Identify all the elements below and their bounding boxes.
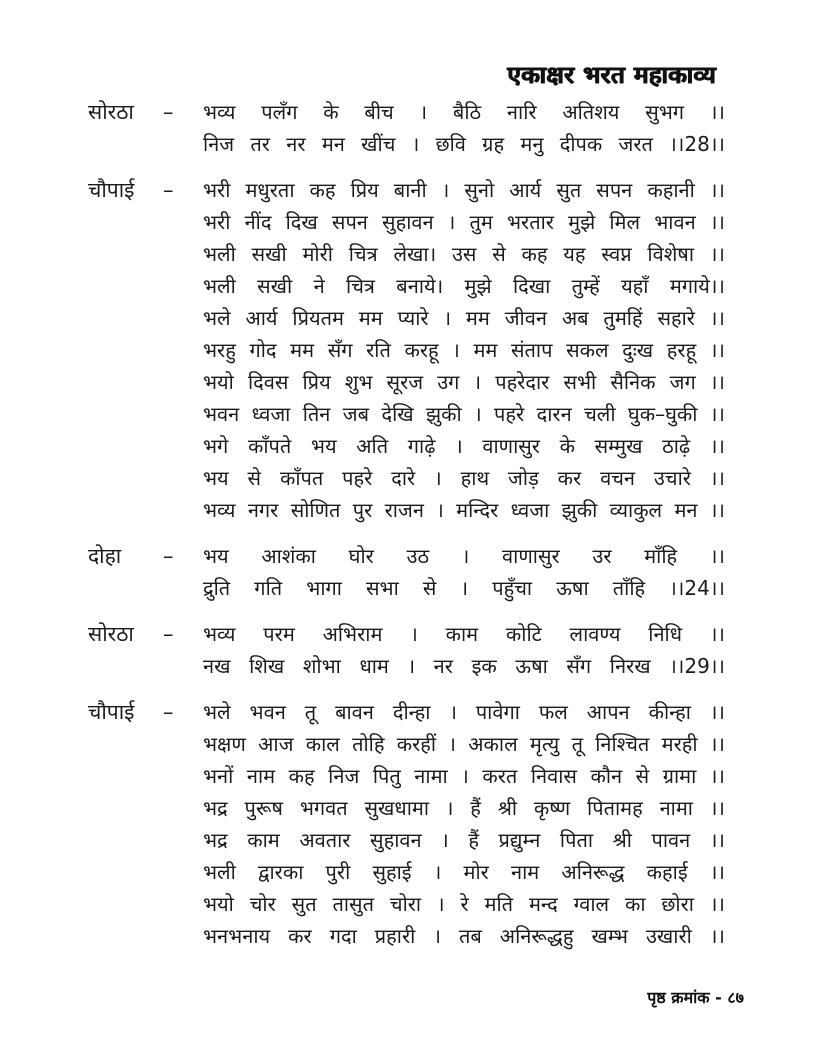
section-dash: – [163, 544, 174, 568]
section-label: चौपाई [88, 700, 135, 724]
section-lines [203, 174, 725, 526]
verse-line: भगे काँपते भय अति गाढ़े । वाणासुर के सम्मुख ठाढ़े ।। [203, 434, 725, 458]
verse-line: भली सखी मोरी चित्र लेखा। उस से कह यह स्वप्न विशेषा ।। [203, 242, 725, 266]
verse-line: भद्र काम अवतार सुहावन । हैं प्रद्युम्न पिता श्री पावन ।। [203, 828, 725, 852]
section-dash: – [163, 178, 174, 202]
section-dash: – [163, 700, 174, 724]
verse-line: भव्य परम अभिराम । काम कोटि लावण्य निधि ।। [203, 622, 725, 646]
verse-line: भय आशंका घोर उठ । वाणासुर उर माँहि ।। [203, 544, 725, 568]
page-number-footer: पृष्ठ क्रमांक - ८७ [647, 988, 744, 1007]
verse-line: भरहु गोद मम सँग रति करहू । मम संताप सकल दुःख हरहू ।। [203, 338, 725, 362]
verse-line: भले भवन तू बावन दीन्हा । पावेगा फल आपन कीन्हा ।। [203, 700, 725, 724]
verse-section [88, 696, 725, 952]
verse-sections [88, 96, 725, 966]
section-label: सोरठा [88, 622, 134, 646]
verse-line: भय से काँपत पहरे दारे । हाथ जोड़ कर वचन उचारे ।। [203, 466, 725, 490]
section-label: चौपाई [88, 178, 135, 202]
book-title-header: एकाक्षर भरत महाकाव्य [507, 61, 716, 89]
verse-line: भद्र पुरूष भगवत सुखधामा । हैं श्री कृष्ण पितामह नामा ।। [203, 796, 725, 820]
section-label: दोहा [88, 544, 122, 568]
verse-line: भवन ध्वजा तिन जब देखि झुकी । पहरे दारन चली घुक–घुकी ।। [203, 402, 725, 426]
section-lines [203, 96, 725, 160]
verse-section [88, 174, 725, 526]
verse-line: भले आर्य प्रियतम मम प्यारे । मम जीवन अब तुमहिं सहारे ।। [203, 306, 725, 330]
verse-line: भली सखी ने चित्र बनाये। मुझे दिखा तुम्हें यहाँ मगाये।। [203, 274, 725, 298]
section-lines [203, 696, 725, 952]
verse-line: भनभनाय कर गदा प्रहारी । तब अनिरूद्धहु खम्भ उखारी ।। [203, 924, 725, 948]
verse-section [88, 618, 725, 682]
verse-line: भयो दिवस प्रिय शुभ सूरज उग । पहरेदार सभी सैनिक जग ।। [203, 370, 725, 394]
verse-line: भनों नाम कह निज पितु नामा । करत निवास कौन से ग्रामा ।। [203, 764, 725, 788]
verse-line: भक्षण आज काल तोहि करहीं । अकाल मृत्यु तू निश्चित मरही ।। [203, 732, 725, 756]
section-dash: – [163, 100, 174, 124]
verse-line: भरी मधुरता कह प्रिय बानी । सुनो आर्य सुत सपन कहानी ।। [203, 178, 725, 202]
verse-line: भयो चोर सुत तासुत चोरा । रे मति मन्द ग्वाल का छोरा ।। [203, 892, 725, 916]
section-dash: – [163, 622, 174, 646]
section-lines [203, 540, 725, 604]
verse-line: भली द्वारका पुरी सुहाई । मोर नाम अनिरूद्ध कहाई ।। [203, 860, 725, 884]
verse-line: भव्य पलँग के बीच । बैठि नारि अतिशय सुभग ।। [203, 100, 725, 124]
verse-line: द्रुति गति भागा सभा से । पहुँचा ऊषा ताँहि ।।24।। [203, 576, 725, 600]
verse-section [88, 96, 725, 160]
verse-line: भरी नींद दिख सपन सुहावन । तुम भरतार मुझे मिल भावन ।। [203, 210, 725, 234]
verse-line: भव्य नगर सोणित पुर राजन । मन्दिर ध्वजा झुकी व्याकुल मन ।। [203, 498, 725, 522]
section-label: सोरठा [88, 100, 134, 124]
verse-line: नख शिख शोभा धाम । नर इक ऊषा सँग निरख ।।29।। [203, 654, 725, 678]
verse-section [88, 540, 725, 604]
verse-line: निज तर नर मन खींच । छवि ग्रह मनु दीपक जरत ।।28।। [203, 132, 725, 156]
section-lines [203, 618, 725, 682]
